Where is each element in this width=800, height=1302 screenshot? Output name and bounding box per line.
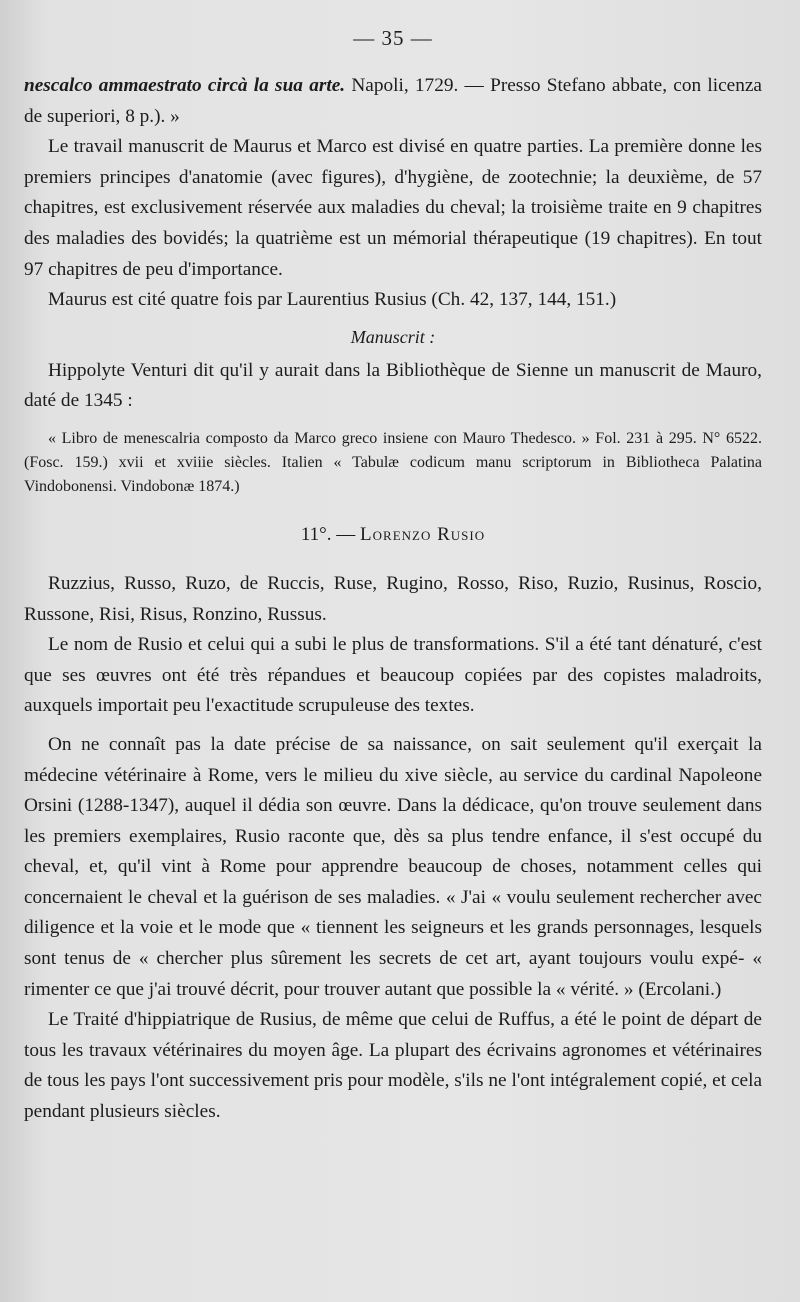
body-text — [24, 71, 762, 316]
section-title — [24, 521, 762, 549]
paragraph-maurus-citation: Maurus est cité quatre fois par Laurentius Rusius (Ch. 42, 137, 144, 151.) — [48, 289, 617, 311]
paragraph-biography: On ne connaît pas la date précise de sa naissance, on sait seulement qu'il exerçait la médecine vétérinaire à Rome, vers le milieu du xive siècle, au service du cardinal Napoleone Orsini (1288-1347), auquel il dédia son œuvre. Dans la dédicace, qu'on trouve seulement dans les premiers exemplaires, Rusio raconte que, dès sa plus tendre enfance, il s'est occupé du cheval, et, qu'il vint à Rome pour apprendre beaucoup de choses, notamment celles qui concernaient le cheval et la guérison de ses maladies. « J'ai « voulu seulement rechercher avec diligence et la voie et le mode que « tiennent les seigneurs et les grands personnages, lesquels sont tenus de « chercher plus sûrement les secrets de cet art, ayant toujours voulu expé- « rimenter ce que j'ai trouvé décrit, pour trouver autant que possible la « vérité. » (Ercolani.) — [24, 733, 762, 1000]
quote-text: « Libro de menescalria composto da Marco greco insiene con Mauro Thedesco. » Fol. 231 à 295. N° 6522. (Fosc. 159.) xvii et xviiie siècles. Italien « Tabulæ codicum manu scriptorum in Bibliotheca Palatina Vindobonensi. Vindobonæ 1874.) — [24, 429, 762, 495]
page-number: — 35 — — [353, 26, 433, 50]
manuscript-quote — [24, 427, 762, 499]
section-number: 11°. — — [300, 523, 361, 545]
paragraph-venturi: Hippolyte Venturi dit qu'il y aurait dans la Bibliothèque de Sienne un manuscrit de Mauro, daté de 1345 : — [24, 359, 762, 412]
manuscrit-heading: Manuscrit : — [350, 326, 436, 347]
italic-title: nescalco ammaestrato circà la sua arte. — [24, 75, 346, 96]
paragraph-treatise: Le Traité d'hippiatrique de Rusius, de même que celui de Ruffus, a été le point de départ de tous les travaux vétérinaires du moyen âge. La plupart des écrivains agronomes et vétérinaires de tous les pays l'ont successivement pris pour modèle, s'ils ne l'ont intégralement copié, et cela pendant plusieurs siècles. — [24, 1009, 762, 1123]
paragraph-gap — [24, 722, 762, 730]
paragraph-manuscript-description: Le travail manuscrit de Maurus et Marco est divisé en quatre parties. La première donne les premiers principes d'anatomie (avec figures), d'hygiène, de zootechnie; la deuxième, de 57 chapitres, est exclusivement réservée aux maladies du cheval; la troisième traite en 9 chapitres des maladies des bovidés; la quatrième est un mémorial thérapeutique (19 chapitres). En tout 97 chapitres de peu d'importance. — [24, 136, 762, 280]
paragraph-name-variants: Ruzzius, Russo, Ruzo, de Ruccis, Ruse, Rugino, Rosso, Riso, Ruzio, Rusinus, Roscio, Russone, Risi, Risus, Ronzino, Russus. — [24, 572, 762, 625]
paragraph-name-transformations: Le nom de Rusio et celui qui a subi le plus de transformations. S'il a été tant dénaturé, c'est que ses œuvres ont été très répandues et beaucoup copiées par des copistes maladroits, auxquels importait peu l'exactitude scrupuleuse des textes. — [24, 634, 762, 717]
body-text-3 — [24, 569, 762, 1128]
body-text-2 — [24, 356, 762, 417]
citation-rest: Napoli, 1729. — Presso Stefano abbate, con licenza de superiori, 8 p.). » — [24, 75, 762, 127]
paragraph-continuation — [24, 71, 762, 132]
section-name: Lorenzo Rusio — [360, 523, 486, 545]
